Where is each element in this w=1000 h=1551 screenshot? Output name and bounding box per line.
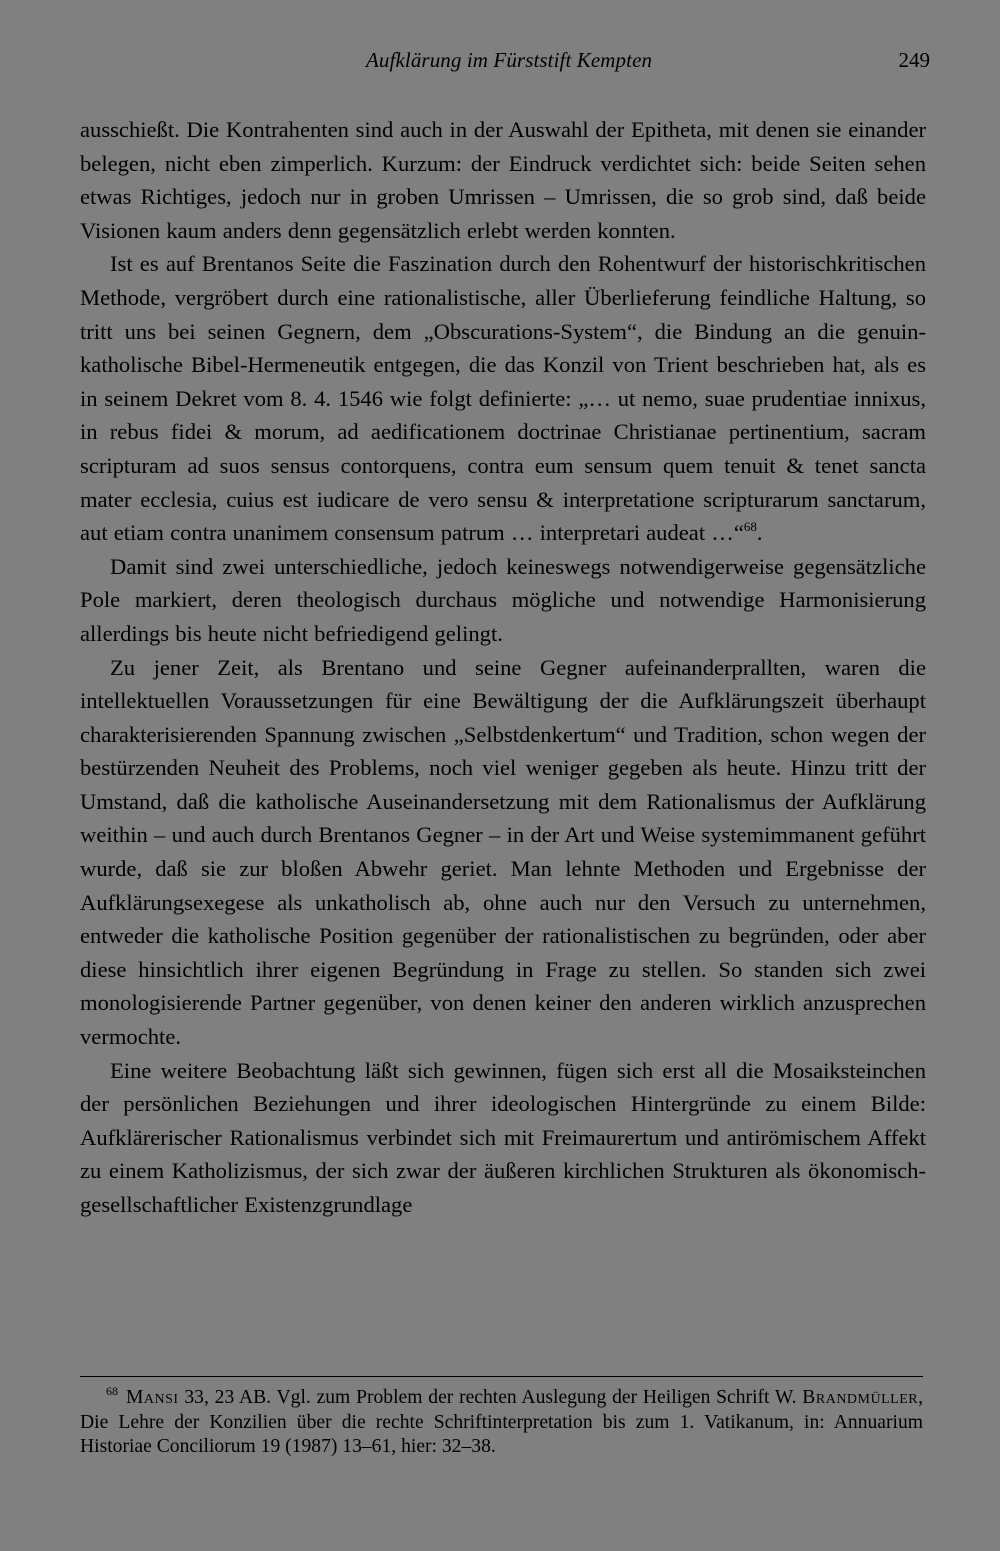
- footnote-mark: 68: [106, 1384, 118, 1398]
- footnote-reference: 68: [743, 519, 757, 535]
- paragraph-3-text: Damit sind zwei unterschiedliche, jedoch keineswegs notwendigerweise gegensätzliche Pole markiert, deren theologisch durchaus mögliche und notwendige Harmonisierung allerdings bis heute nicht befriedigend gelingt.: [80, 553, 926, 646]
- paragraph-4: [80, 651, 926, 1054]
- footnote-author-brandmueller: Brandmüller: [802, 1387, 919, 1408]
- running-title: Aufklärung im Fürststift Kempten: [366, 48, 653, 72]
- paragraph-2-end: .: [756, 520, 763, 546]
- paragraph-2-text: Ist es auf Brentanos Seite die Faszination durch den Rohentwurf der historischkritischen Methode, vergröbert durch eine rationalistische, aller Überlieferung feindliche Haltung, so tritt uns bei seinen Gegnern, dem „Obscurations-System“, die Bindung an die genuin-katholische Bibel-Hermeneutik entgegen, die das Konzil von Trient beschrieben hat, als es in seinem Dekret vom 8. 4. 1546 wie folgt definierte: „… ut nemo, suae prudentiae innixus, in rebus fidei & morum, ad aedificationem doctrinae Christianae pertinentium, sacram scripturam ad suos sensus contorquens, contra eum sensum quem tenuit & tenet sancta mater ecclesia, cuius est iudicare de vero sensu & interpretatione scripturarum sanctarum, aut etiam contra unanimem consensum patrum … interpretari audeat …“: [80, 251, 926, 546]
- footnote-68: [80, 1386, 923, 1460]
- paragraph-5: [80, 1054, 926, 1222]
- paragraph-4-text: Zu jener Zeit, als Brentano und seine Gegner aufeinanderprallten, waren die intellektuellen Voraussetzungen für eine Bewältigung der die Aufklärungszeit überhaupt charakterisierenden Spannung zwischen „Selbstdenkertum“ und Tradition, schon wegen der bestürzenden Neuheit des Problems, noch viel weniger gegeben als heute. Hinzu tritt der Umstand, daß die katholische Auseinandersetzung mit dem Rationalismus der Aufklärung weithin – und auch durch Brentanos Gegner – in der Art und Weise systemimmanent geführt wurde, daß sie zur bloßen Abwehr geriet. Man lehnte Methoden und Ergebnisse der Aufklärungsexegese als unkatholisch ab, ohne auch nur den Versuch zu unternehmen, entweder die katholische Position gegenüber der rationalistischen zu begründen, oder aber diese hinsichtlich ihrer eigenen Begründung in Frage zu stellen. So standen sich zwei monologisierende Partner gegenüber, von denen keiner den anderen wirklich anzusprechen vermochte.: [80, 654, 926, 1050]
- footnotes: [80, 1386, 923, 1460]
- footnote-author-mansi: Mansi: [126, 1387, 179, 1408]
- footnote-text-part-1: 33, 23 AB. Vgl. zum Problem der rechten Auslegung der Heiligen Schrift W.: [178, 1387, 803, 1408]
- paragraph-1-text: ausschießt. Die Kontrahenten sind auch in der Auswahl der Epitheta, mit denen sie einander belegen, nicht eben zimperlich. Kurzum: der Eindruck verdichtet sich: beide Seiten sehen etwas Richtiges, jedoch nur in groben Umrissen – Umrissen, die so grob sind, daß beide Visionen kaum anders denn gegensätzlich erlebt werden konnten.: [80, 117, 926, 243]
- footnote-text-part-2: , Die Lehre der Konzilien über die rechte Schriftinterpretation bis zum 1. Vatikanum, in: Annuarium Historiae Conciliorum 19 (1987) 13–61, hier: 32–38.: [80, 1387, 923, 1457]
- body-text: [80, 113, 926, 1222]
- footnote-divider: [80, 1376, 923, 1377]
- running-head: [80, 48, 930, 80]
- paragraph-5-text: Eine weitere Beobachtung läßt sich gewinnen, fügen sich erst all die Mosaiksteinchen der persönlichen Beziehungen und ihrer ideologischen Hintergründe zu einem Bilde: Aufklärerischer Rationalismus verbindet sich mit Freimaurertum und antirömischem Affekt zu einem Katholizismus, der sich zwar der äußeren kirchlichen Strukturen als ökonomisch-gesellschaftlicher Existenzgrundlage: [80, 1057, 926, 1217]
- paragraph-1: [80, 113, 926, 247]
- page-number: 249: [898, 48, 930, 72]
- paragraph-3: [80, 550, 926, 651]
- paragraph-2: [80, 247, 926, 549]
